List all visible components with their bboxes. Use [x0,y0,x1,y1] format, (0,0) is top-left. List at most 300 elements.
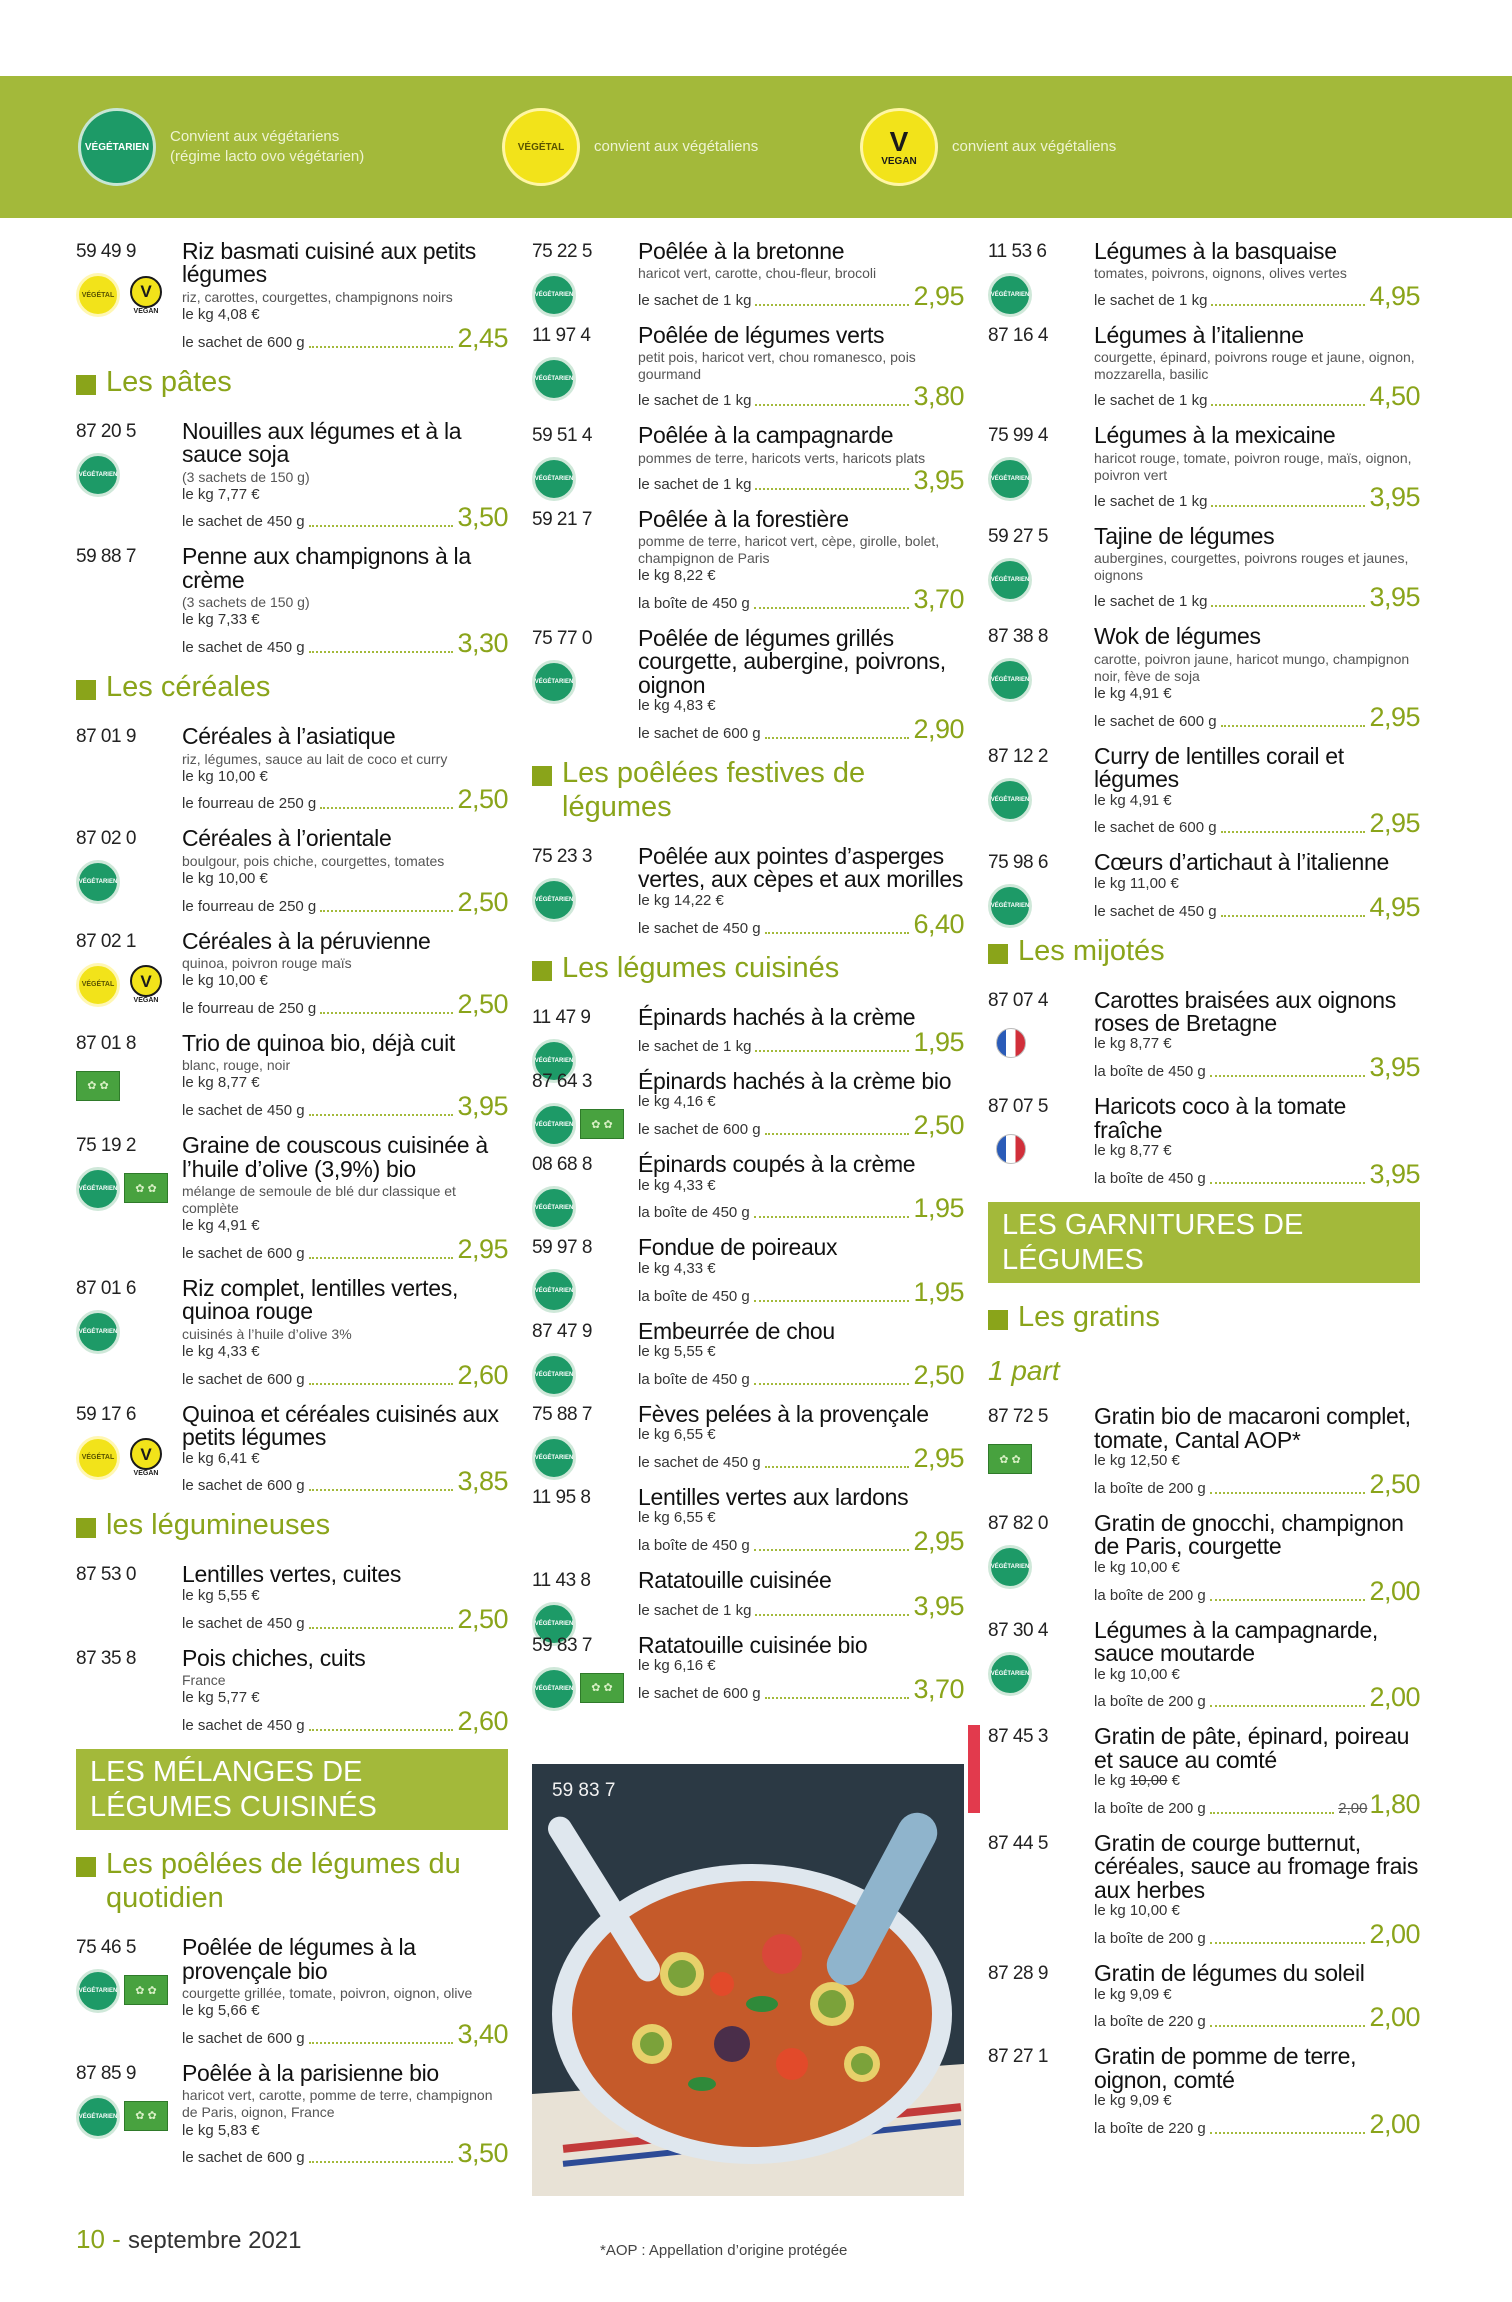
product-pack: la boîte de 450 g [638,1537,750,1555]
product-code: 75 77 0 [532,628,592,650]
product-code: 59 49 9 [76,241,136,262]
product-pack-row [638,1029,964,1056]
product-pack: la boîte de 450 g [638,1204,750,1222]
vegetarien-badge-icon: VÉGÉTARIEN [532,1353,576,1397]
product-name: Céréales à l’orientale [182,825,392,852]
product-pack-row [638,716,964,743]
product-kg-price: le kg 4,33 € [638,1259,716,1277]
leader-dots [309,346,454,348]
product-price: 3,95 [1369,1052,1420,1083]
leader-dots [1210,1492,1366,1494]
product-name: Trio de quinoa bio, déjà cuit [182,1029,456,1056]
product-price: 2,50 [913,1110,964,1141]
product-item[interactable] [988,1509,1420,1606]
product-price: 2,60 [457,1705,508,1736]
leader-dots [309,1627,454,1629]
product-item[interactable] [76,1134,508,1263]
vegetarien-badge-icon: VÉGÉTARIEN [988,1652,1032,1696]
vegetarien-badge-icon: VÉGÉTARIEN [76,1310,120,1354]
product-item[interactable] [532,1400,964,1474]
product-name: Légumes à la mexicaine [1094,422,1336,449]
product-item[interactable] [988,321,1420,412]
product-kg-price: le kg 14,22 € [638,891,724,909]
product-price: 3,30 [457,628,508,659]
product-price: 3,40 [457,2018,508,2049]
product-pack: le sachet de 1 kg [638,392,752,410]
product-pack-row [1094,481,1420,512]
category-bar-melanges: LES MÉLANGES DE LÉGUMES CUISINÉS [76,1749,508,1831]
product-description: riz, carottes, courgettes, champignons noirs [182,288,453,305]
leader-dots [1221,831,1366,833]
product-price: 2,00 [1369,1682,1420,1713]
product-pack: la boîte de 220 g [1094,2013,1206,2031]
ratatouille-photo [532,1764,964,2196]
product-price: 2,90 [913,714,964,745]
product-name: Graine de couscous cuisinée à l’huile d’olive (3,9%) bio [182,1132,488,1182]
product-item[interactable] [532,240,964,310]
product-code: 87 85 9 [76,2062,136,2084]
product-item[interactable] [76,1029,508,1122]
product-item[interactable] [532,1236,964,1305]
product-item[interactable] [532,1003,964,1064]
product-item[interactable] [76,2059,508,2169]
product-description: courgette, épinard, poivrons rouge et jaune, oignon, mozzarella, basilic [1094,348,1415,383]
product-pack-row [182,1359,508,1390]
product-code: 87 02 1 [76,930,136,952]
product-code: 87 64 3 [532,1071,592,1093]
product-code: 87 53 0 [76,1564,136,1586]
product-name: Épinards hachés à la crème [638,1003,916,1030]
product-kg-price: le kg 4,91 € [182,1217,260,1235]
product-code: 87 38 8 [988,626,1048,648]
product-item[interactable] [532,321,964,412]
product-name: Poêlée à la parisienne bio [182,2059,439,2086]
leader-dots [1211,605,1365,607]
legend-vegetal-text: convient aux végétaliens [594,137,759,155]
product-kg-price: le kg 8,77 € [182,1074,260,1092]
product-pack-row [1094,1054,1420,1081]
product-badges [76,453,120,497]
product-description: carotte, poivron jaune, haricot mungo, champignon noir, fève de soja [1094,650,1410,684]
product-item[interactable] [988,1616,1420,1713]
product-item[interactable] [76,240,508,352]
product-item[interactable] [76,725,508,813]
vegetarien-badge-icon: VÉGÉTARIEN [532,273,576,317]
section-title-cuisines: Les légumes cuisinés [532,952,964,986]
product-kg-price: le kg 6,41 € [182,1449,260,1467]
product-item[interactable] [532,1070,964,1139]
product-pack-row [1094,810,1420,837]
product-item[interactable] [988,424,1420,511]
product-item[interactable] [988,2045,1420,2138]
product-pack: la boîte de 450 g [638,1370,750,1388]
legend-vegetarien [78,108,364,186]
product-item[interactable] [76,1274,508,1390]
product-price: 3,70 [913,1673,964,1704]
leader-dots [765,932,910,934]
product-item[interactable] [532,1317,964,1390]
product-item[interactable] [532,1567,964,1628]
product-item[interactable] [988,1095,1420,1188]
product-list-gratins-2 [988,1829,1420,2139]
vegetarien-badge-icon: VÉGÉTARIEN [988,1545,1032,1589]
product-pack: le sachet de 600 g [1094,712,1217,730]
product-code: 75 98 6 [988,852,1048,874]
product-kg-price: le kg 5,55 € [638,1343,716,1361]
product-badges [532,1269,576,1313]
product-list-poelees-quotidien [76,1936,508,2167]
bio-leaf-icon: ✿ ✿ [580,1109,624,1139]
product-pack: la boîte de 450 g [638,595,750,613]
product-pack-row [182,886,508,917]
product-pack-row [638,464,964,495]
product-code: 11 95 8 [532,1487,591,1509]
leader-dots [755,304,909,306]
product-kg-price: le kg 8,77 € [1094,1035,1172,1053]
column-2 [532,240,964,1717]
product-code: 87 07 5 [988,1096,1048,1118]
product-list-festives [532,842,964,939]
vegetarien-badge-icon: VÉGÉTARIEN [988,658,1032,702]
product-pack: le sachet de 600 g [182,333,305,351]
product-badges [76,1167,168,1211]
product-pack-row [182,786,508,813]
product-name: Gratin de gnocchi, champignon de Paris, courgette [1094,1509,1404,1560]
product-pack: le sachet de 1 kg [1094,291,1208,309]
product-badges [532,1186,576,1230]
footer-date: septembre 2021 [128,2227,302,2254]
product-pack: la boîte de 450 g [1094,1169,1206,1187]
product-description: petit pois, haricot vert, chou romanesco, pois gourmand [638,348,916,383]
product-item[interactable] [532,627,964,743]
product-code: 59 97 8 [532,1237,592,1259]
product-code: 11 53 6 [988,241,1047,262]
product-price: 3,95 [457,1091,508,1122]
product-pack: la boîte de 450 g [1094,1063,1206,1081]
leader-dots [320,807,453,809]
product-pack-row [182,988,508,1019]
product-price: 3,70 [913,584,964,615]
product-item[interactable] [76,927,508,1019]
product-price: 1,80 [1369,1788,1420,1819]
product-pack: le sachet de 450 g [182,1102,305,1120]
product-pack: le sachet de 450 g [1094,902,1217,920]
product-pack-row [1094,1575,1420,1606]
product-name: Lentilles vertes aux lardons [638,1484,909,1511]
product-code: 75 88 7 [532,1403,592,1425]
product-price: 2,50 [1369,1468,1420,1499]
product-name: Wok de légumes [1094,623,1261,650]
product-name: Poêlée de légumes verts [638,321,885,348]
product-pack: le sachet de 450 g [182,1716,305,1734]
product-name: Gratin de pomme de terre, oignon, comté [1094,2043,1357,2093]
product-name: Ratatouille cuisinée bio [638,1631,868,1658]
product-code: 11 43 8 [532,1570,591,1592]
vegetarien-badge-icon: VÉGÉTARIEN [76,1167,120,1211]
product-name: Poêlée de légumes grillés courgette, aubergine, poivrons, oignon [638,625,946,698]
product-description: riz, légumes, sauce au lait de coco et curry [182,750,448,767]
product-code: 75 22 5 [532,241,592,262]
product-item[interactable] [76,1563,508,1632]
leader-dots [1210,2132,1366,2134]
leader-dots [755,488,909,490]
product-item[interactable] [532,1486,964,1555]
product-pack-row [182,1705,508,1736]
leader-dots [755,1614,909,1616]
product-code: 75 19 2 [76,1135,136,1157]
product-badges [532,1436,576,1480]
product-item[interactable] [532,842,964,939]
product-pack-row [638,1528,964,1555]
bio-leaf-icon: ✿ ✿ [124,2101,168,2131]
page-number: 10 [76,2224,105,2254]
product-price: 2,00 [1369,1919,1420,1950]
product-item[interactable] [988,1829,1420,1950]
product-description: (3 sachets de 150 g) [182,594,310,611]
product-name: Légumes à la campagnarde, sauce moutarde [1094,1616,1379,1667]
product-kg-price: le kg 4,08 € [182,305,260,323]
old-price: 2,00 [1338,1799,1368,1817]
product-code: 59 21 7 [532,508,592,530]
leader-dots [309,2042,454,2044]
product-badges [532,273,576,317]
product-pack: la boîte de 200 g [1094,1479,1206,1497]
product-item[interactable] [532,424,964,494]
section-title-pates: Les pâtes [76,366,508,400]
vegetarien-badge-icon: VÉGÉTARIEN [76,2095,120,2139]
product-pack-row [182,2140,508,2167]
product-item[interactable] [988,240,1420,310]
product-description: aubergines, courgettes, poivrons rouges et jaunes, oignons [1094,550,1409,584]
product-badges [76,860,120,904]
vegetarien-badge-icon: VÉGÉTARIEN [532,878,576,922]
product-kg-price: le kg 9,09 € [1094,2092,1172,2110]
product-item[interactable] [76,1400,508,1497]
product-name: Curry de lentilles corail et légumes [1094,742,1344,793]
product-description: pomme de terre, haricot vert, cèpe, girolle, bolet, champignon de Paris [638,533,940,567]
vegetarien-badge-icon: VÉGÉTARIEN [532,357,576,401]
legend-banner [0,76,1512,218]
product-name: Riz complet, lentilles vertes, quinoa rouge [182,1274,459,1325]
footer-separator: - [104,2224,129,2254]
product-pack: le sachet de 600 g [182,1370,305,1388]
product-pack-row [182,1468,508,1495]
vegetarien-badge-icon: VÉGÉTARIEN [988,558,1032,602]
product-price: 2,45 [457,322,508,353]
product-badges [988,273,1032,317]
product-price: 2,50 [457,1603,508,1634]
leader-dots [755,404,909,406]
product-name: Ratatouille cuisinée [638,1567,832,1594]
product-price: 2,95 [1369,701,1420,732]
product-description: boulgour, pois chiche, courgettes, tomates [182,852,445,869]
product-badges [988,558,1032,602]
product-item[interactable] [988,742,1420,839]
product-kg-price: le kg 4,16 € [638,1093,716,1111]
product-pack: le sachet de 450 g [638,919,761,937]
product-item[interactable] [532,505,964,615]
section-title-legumineuses: les légumineuses [76,1509,508,1543]
vegan-badge-icon [124,1436,168,1480]
product-description: (3 sachets de 150 g) [182,468,310,485]
product-badges [532,1667,624,1711]
product-pack: le fourreau de 250 g [182,795,317,813]
product-pack-row [1094,2108,1420,2139]
leader-dots [765,1133,910,1135]
product-pack: le sachet de 1 kg [1094,593,1208,611]
product-code: 75 46 5 [76,1937,136,1959]
product-pack: le fourreau de 250 g [182,999,317,1017]
product-badges [988,778,1032,822]
product-price: 1,95 [913,1276,964,1307]
product-pack: le sachet de 600 g [1094,819,1217,837]
vegetarien-badge-icon: VÉGÉTARIEN [532,1103,576,1147]
product-pack-row [1094,1684,1420,1711]
product-item-promo[interactable] [988,1725,1420,1818]
product-item[interactable] [76,417,508,533]
product-kg-price: le kg 6,55 € [638,1509,716,1527]
vegan-badge-icon [860,108,938,186]
vegetarien-badge-icon: VÉGÉTARIEN [988,457,1032,501]
product-pack-row [638,1112,964,1139]
vegetarien-badge-icon: VÉGÉTARIEN [532,1436,576,1480]
vegetarien-badge-icon: VÉGÉTARIEN [76,453,120,497]
product-item[interactable] [532,1153,964,1222]
product-code: 87 45 3 [988,1726,1048,1748]
product-code: 87 01 8 [76,1032,136,1054]
leader-dots [309,651,454,653]
leader-dots [1210,1705,1366,1707]
french-flag-icon [996,1028,1026,1058]
section-title-gratins: Les gratins [988,1301,1420,1335]
product-item[interactable] [76,545,508,657]
product-item[interactable] [988,986,1420,1083]
product-name: Quinoa et céréales cuisinés aux petits légumes [182,1400,499,1451]
product-price: 3,50 [457,2138,508,2169]
product-badges [532,1353,576,1397]
product-list-riz [76,240,508,352]
product-price: 3,95 [1369,481,1420,512]
product-list-pates [76,417,508,659]
leader-dots [754,1549,910,1551]
vegetal-badge-icon: VÉGÉTAL [502,108,580,186]
product-name: Gratin de légumes du soleil [1094,1960,1365,1987]
product-pack-row [182,504,508,531]
vegetarien-badge-icon: VÉGÉTARIEN [532,1667,576,1711]
vegan-v-mark: V [130,965,162,997]
product-pack-row [638,280,964,311]
legend-vegan-text: convient aux végétaliens [952,137,1117,155]
product-list-legumineuses [76,1563,508,1734]
leader-dots [309,1383,454,1385]
product-list-cuisines [532,1003,964,1704]
leader-dots [309,525,454,527]
product-pack-row [1094,701,1420,732]
page-footer [76,2224,301,2255]
product-item[interactable] [988,522,1420,613]
vegetarien-badge-icon: VÉGÉTARIEN [76,860,120,904]
product-price: 3,80 [913,381,964,412]
product-name: Poêlée aux pointes d’asperges vertes, aux cèpes et aux morilles [638,842,964,893]
product-pack-row [1094,1158,1420,1189]
product-pack: la boîte de 200 g [1094,1799,1206,1817]
product-item[interactable] [76,1644,508,1736]
product-item[interactable] [76,1936,508,2048]
product-item[interactable] [988,1962,1420,2031]
product-pack-row [638,1276,964,1307]
product-badges [988,1438,1032,1474]
product-code: 59 51 4 [532,425,592,447]
product-pack: le sachet de 600 g [182,2029,305,2047]
column-1 [76,240,508,2181]
product-name: Céréales à l’asiatique [182,723,396,750]
product-kg-price: le kg 5,66 € [182,2002,260,2020]
product-kg-price: le kg 7,77 € [182,485,260,503]
product-description: blanc, rouge, noir [182,1057,291,1074]
product-kg-price: le kg 4,33 € [638,1176,716,1194]
vegan-badge-icon [124,963,168,1007]
product-name: Fondue de poireaux [638,1234,838,1261]
kg-prefix: le kg [1094,1772,1126,1790]
product-badges [76,2095,168,2139]
product-kg-price: le kg 10,00 € [1094,1558,1180,1576]
product-pack-row [638,1590,964,1621]
product-code: 87 20 5 [76,420,136,442]
kg-suffix: € [1171,1772,1180,1790]
product-badges [76,1310,120,1354]
product-price: 1,95 [913,1027,964,1058]
product-pack: le sachet de 1 kg [638,291,752,309]
leader-dots [309,2161,454,2163]
product-name: Fèves pelées à la provençale [638,1400,929,1427]
product-pack-row [182,322,508,353]
vegan-badge-label: VEGAN [133,307,159,315]
product-item[interactable] [988,625,1420,730]
product-badges [76,1969,168,2013]
leader-dots [754,1216,910,1218]
product-name: Épinards hachés à la crème bio [638,1068,952,1095]
product-badges [988,1022,1026,1058]
bio-leaf-icon: ✿ ✿ [580,1673,624,1703]
vegan-v-mark: V [889,125,909,157]
leader-dots [1221,915,1366,917]
product-pack: le sachet de 450 g [182,513,305,531]
leader-dots [320,910,453,912]
product-badges [988,1128,1026,1164]
product-pack: le sachet de 1 kg [1094,492,1208,510]
section-title-poelees-quotidien: Les poêlées de légumes du quotidien [76,1848,508,1916]
product-pack-row [1094,891,1420,922]
product-kg-price: le kg 10,00 € [182,869,268,887]
french-flag-icon [996,1134,1026,1164]
product-pack-row [182,2018,508,2049]
product-item[interactable] [532,1631,964,1704]
leader-dots [309,1257,454,1259]
product-pack-row [1094,584,1420,611]
product-kg-price: le kg 10,00 € [1094,1665,1180,1683]
product-kg-price: le kg 10,00 € [182,972,268,990]
product-badges [988,884,1032,928]
product-item[interactable] [988,1405,1420,1498]
product-item[interactable] [76,827,508,915]
product-pack-row [638,1445,964,1472]
product-item[interactable] [988,851,1420,920]
leader-dots [754,607,910,609]
product-code: 75 99 4 [988,425,1048,447]
product-badges [988,457,1032,501]
legend-vegetal [502,108,758,186]
product-price: 2,95 [1369,808,1420,839]
